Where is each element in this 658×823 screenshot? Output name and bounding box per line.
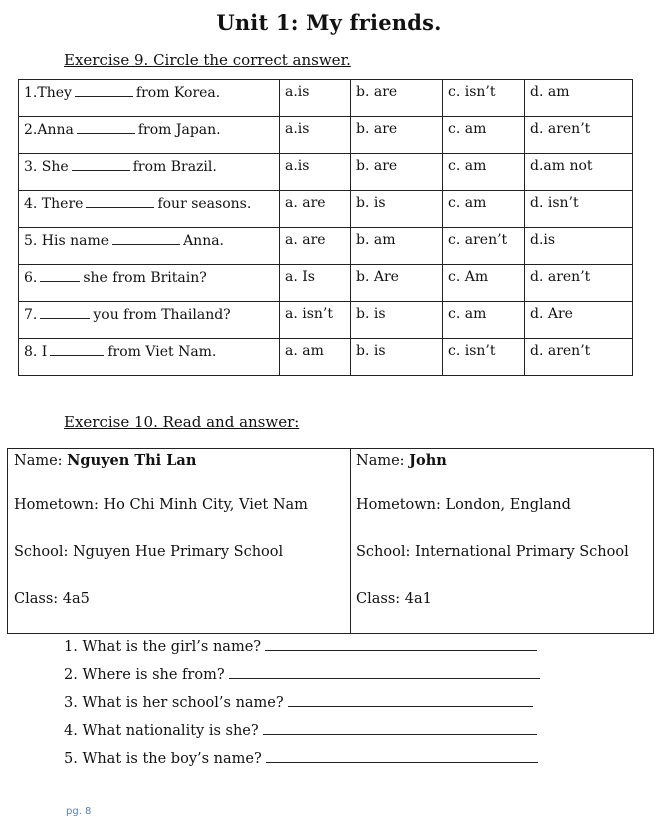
option-a[interactable]: a.is <box>280 117 351 154</box>
option-b[interactable]: b. Are <box>351 265 443 302</box>
question-cell <box>19 117 280 154</box>
option-c[interactable]: c. am <box>443 154 525 191</box>
table-row <box>19 80 633 117</box>
answer-blank[interactable] <box>266 748 538 763</box>
question-cell <box>19 154 280 191</box>
question-end: Anna. <box>183 233 225 249</box>
boy-name-line <box>356 452 447 469</box>
option-d[interactable]: d. aren’t <box>525 265 633 302</box>
question-1 <box>64 636 537 655</box>
table-row <box>19 339 633 376</box>
fill-blank[interactable] <box>72 158 130 171</box>
option-d[interactable]: d. Are <box>525 302 633 339</box>
answer-blank[interactable] <box>229 664 540 679</box>
answer-blank[interactable] <box>265 636 537 651</box>
question-start: 1.They <box>24 85 72 101</box>
question-start: 5. His name <box>24 233 110 249</box>
option-c[interactable]: c. am <box>443 302 525 339</box>
question-text: 2. Where is she from? <box>64 667 225 683</box>
question-start: 8. I <box>24 344 48 360</box>
option-a[interactable]: a. isn’t <box>280 302 351 339</box>
option-b[interactable]: b. are <box>351 117 443 154</box>
girl-name-line <box>14 452 196 469</box>
answer-blank[interactable] <box>288 692 533 707</box>
question-end: from Viet Nam. <box>107 344 217 360</box>
option-c[interactable]: c. isn’t <box>443 339 525 376</box>
option-b[interactable]: b. is <box>351 302 443 339</box>
question-cell <box>19 228 280 265</box>
question-text: 5. What is the boy’s name? <box>64 751 262 767</box>
option-b[interactable]: b. are <box>351 80 443 117</box>
option-d[interactable]: d. aren’t <box>525 339 633 376</box>
fill-blank[interactable] <box>112 232 180 245</box>
girl-hometown: Hometown: Ho Chi Minh City, Viet Nam <box>14 497 308 513</box>
question-end: four seasons. <box>157 196 252 212</box>
boy-hometown: Hometown: London, England <box>356 497 571 513</box>
question-cell <box>19 265 280 302</box>
option-b[interactable]: b. are <box>351 154 443 191</box>
question-cell <box>19 80 280 117</box>
question-text: 3. What is her school’s name? <box>64 695 284 711</box>
boy-school: School: International Primary School <box>356 544 629 560</box>
option-a[interactable]: a. am <box>280 339 351 376</box>
option-c[interactable]: c. am <box>443 191 525 228</box>
fill-blank[interactable] <box>75 84 133 97</box>
option-b[interactable]: b. am <box>351 228 443 265</box>
question-start: 6. <box>24 270 38 286</box>
girl-name: Nguyen Thi Lan <box>67 452 197 469</box>
fill-blank[interactable] <box>77 121 135 134</box>
name-label: Name: <box>356 453 410 469</box>
question-start: 7. <box>24 307 38 323</box>
question-cell <box>19 191 280 228</box>
profile-table <box>7 448 654 634</box>
option-b[interactable]: b. is <box>351 191 443 228</box>
question-4 <box>64 720 537 739</box>
option-d[interactable]: d. am <box>525 80 633 117</box>
table-row <box>19 117 633 154</box>
answer-blank[interactable] <box>263 720 537 735</box>
fill-blank[interactable] <box>40 306 90 319</box>
question-end: from Japan. <box>137 122 221 138</box>
option-d[interactable]: d.am not <box>525 154 633 191</box>
question-start: 4. There <box>24 196 84 212</box>
option-d[interactable]: d.is <box>525 228 633 265</box>
question-cell <box>19 339 280 376</box>
question-5 <box>64 748 538 767</box>
question-end: from Korea. <box>135 85 221 101</box>
question-start: 3. She <box>24 159 69 175</box>
table-row <box>19 265 633 302</box>
option-b[interactable]: b. is <box>351 339 443 376</box>
fill-blank[interactable] <box>86 195 154 208</box>
option-c[interactable]: c. Am <box>443 265 525 302</box>
exercise10-heading: Exercise 10. Read and answer: <box>64 413 300 431</box>
question-2 <box>64 664 540 683</box>
fill-blank[interactable] <box>50 343 104 356</box>
page-title: Unit 1: My friends. <box>216 10 442 35</box>
question-text: 4. What nationality is she? <box>64 723 259 739</box>
table-row <box>19 154 633 191</box>
table-row <box>19 228 633 265</box>
question-start: 2.Anna <box>24 122 74 138</box>
option-a[interactable]: a.is <box>280 80 351 117</box>
option-a[interactable]: a. Is <box>280 265 351 302</box>
name-label: Name: <box>14 453 68 469</box>
fill-blank[interactable] <box>40 269 80 282</box>
exercise9-heading: Exercise 9. Circle the correct answer. <box>64 51 351 69</box>
option-d[interactable]: d. aren’t <box>525 117 633 154</box>
girl-class: Class: 4a5 <box>14 591 90 607</box>
option-c[interactable]: c. am <box>443 117 525 154</box>
table-row <box>19 191 633 228</box>
option-a[interactable]: a. are <box>280 228 351 265</box>
boy-class: Class: 4a1 <box>356 591 432 607</box>
girl-school: School: Nguyen Hue Primary School <box>14 544 284 560</box>
option-a[interactable]: a.is <box>280 154 351 191</box>
option-c[interactable]: c. aren’t <box>443 228 525 265</box>
table-row <box>19 302 633 339</box>
page-number: pg. 8 <box>66 806 92 817</box>
question-3 <box>64 692 533 711</box>
exercise9-table <box>18 79 633 376</box>
option-d[interactable]: d. isn’t <box>525 191 633 228</box>
question-end: you from Thailand? <box>93 307 231 323</box>
question-end: she from Britain? <box>83 270 207 286</box>
boy-name: John <box>409 452 447 469</box>
question-text: 1. What is the girl’s name? <box>64 639 262 655</box>
question-end: from Brazil. <box>132 159 217 175</box>
option-a[interactable]: a. are <box>280 191 351 228</box>
option-c[interactable]: c. isn’t <box>443 80 525 117</box>
profile-divider <box>350 449 351 633</box>
question-cell <box>19 302 280 339</box>
